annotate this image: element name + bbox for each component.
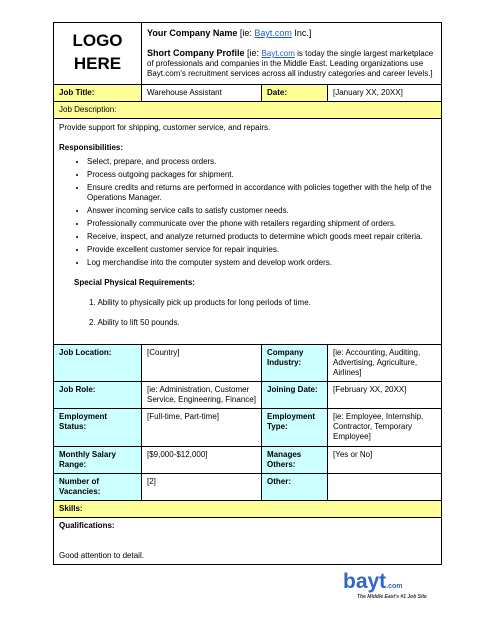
location-industry-row [54,345,442,382]
responsibility-item: • Answer incoming service calls to satisfy customer needs. [87,206,436,216]
qualifications-row [54,518,442,565]
date-label: Date: [262,85,328,102]
responsibility-item: • Receive, inspect, and analyze returned products to determine which goods meet repair criteria. [87,232,436,242]
responsibility-item: • Log merchandise into the computer system and develop work orders. [87,258,436,268]
employment-status-label: Employment Status: [54,409,142,447]
manages-others-value: [Yes or No] [328,447,442,474]
physical-requirement-item: 2. Ability to lift 50 pounds. [89,318,180,327]
job-description-label-row [54,102,442,119]
employment-row [54,409,442,447]
employment-status-value: [Full-time, Part-time] [142,409,262,447]
responsibilities-heading: Responsibilities: [59,143,124,152]
job-description-document [53,22,441,565]
physical-requirements-heading: Special Physical Requirements: [74,278,195,287]
qualifications-text: Good attention to detail. [59,551,144,560]
bayt-com: .com [386,583,403,590]
job-description-body [54,119,442,345]
responsibility-item: • Ensure credits and returns are performed in accordance with policies together with the help of the Operations Manager. [87,183,436,203]
joining-date-label: Joining Date: [262,382,328,409]
job-description-table [53,22,442,565]
other-label: Other: [262,474,328,501]
logo-placeholder [54,23,142,85]
vacancies-value: [2] [142,474,262,501]
job-summary: Provide support for shipping, customer service, and repairs. [59,123,271,132]
job-description-label: Job Description: [54,102,442,119]
company-profile-label: Short Company Profile [147,48,245,58]
company-profile-prefix: [ie: [244,48,262,58]
skills-row [54,501,442,518]
job-role-label: Job Role: [54,382,142,409]
logo-line-1: LOGO [72,31,123,50]
bayt-tagline: The Middle East's #1 Job Site [357,594,427,600]
company-name-prefix: [ie: [237,28,255,38]
vacancies-other-row [54,474,442,501]
job-title-row [54,85,442,102]
logo-line-2: HERE [73,54,122,73]
responsibility-item: • Provide excellent customer service for repair inquiries. [87,245,436,255]
responsibility-item: • Process outgoing packages for shipment. [87,170,436,180]
joining-date-value: [February XX, 20XX] [328,382,442,409]
responsibility-item: • Select, prepare, and process orders. [87,157,436,167]
qualifications-label: Qualifications: [59,521,115,530]
company-industry-label: Company Industry: [262,345,328,382]
company-industry-value: [ie: Accounting, Auditing, Advertising, Agriculture, Airlines] [328,345,442,382]
company-info-cell [142,23,442,85]
qualifications-cell [54,518,442,565]
employment-type-label: Employment Type: [262,409,328,447]
company-name-suffix: Inc.] [291,28,312,38]
job-title-label: Job Title: [54,85,142,102]
job-role-value: [ie: Administration, Customer Service, Engineering, Finance] [142,382,262,409]
monthly-salary-label: Monthly Salary Range: [54,447,142,474]
monthly-salary-value: [$9,000-$12,000] [142,447,262,474]
company-profile [147,48,436,79]
header-row [54,23,442,85]
role-joining-row [54,382,442,409]
responsibility-item: • Professionally communicate over the phone with retailers regarding shipment of orders. [87,219,436,229]
vacancies-label: Number of Vacancies: [54,474,142,501]
physical-requirement-item: 1. Ability to physically pick up products for long periods of time. [89,298,311,307]
responsibilities-list [59,157,436,268]
job-location-label: Job Location: [54,345,142,382]
bayt-wordmark [343,572,443,593]
manages-others-label: Manages Others: [262,447,328,474]
company-name-link[interactable]: Bayt.com [254,28,292,38]
bayt-word: bayt [343,570,387,593]
salary-manages-row [54,447,442,474]
employment-type-value: [ie: Employee, Internship, Contractor, Temporary Employee] [328,409,442,447]
job-description-body-row [54,119,442,345]
bayt-logo [343,572,443,606]
job-title-value: Warehouse Assistant [142,85,262,102]
company-name-label: Your Company Name [147,28,238,38]
company-profile-link[interactable]: Bayt.com [261,49,295,58]
date-value: [January XX, 20XX] [328,85,442,102]
job-location-value: [Country] [142,345,262,382]
company-name [147,28,436,38]
company-profile-text: is today the single largest marketplace of professionals and companies in the Middle East. Leading organizations use Bayt.com's recruitment services across all industry categories and career levels.] [147,49,434,78]
skills-label: Skills: [54,501,442,518]
other-value [328,474,442,501]
